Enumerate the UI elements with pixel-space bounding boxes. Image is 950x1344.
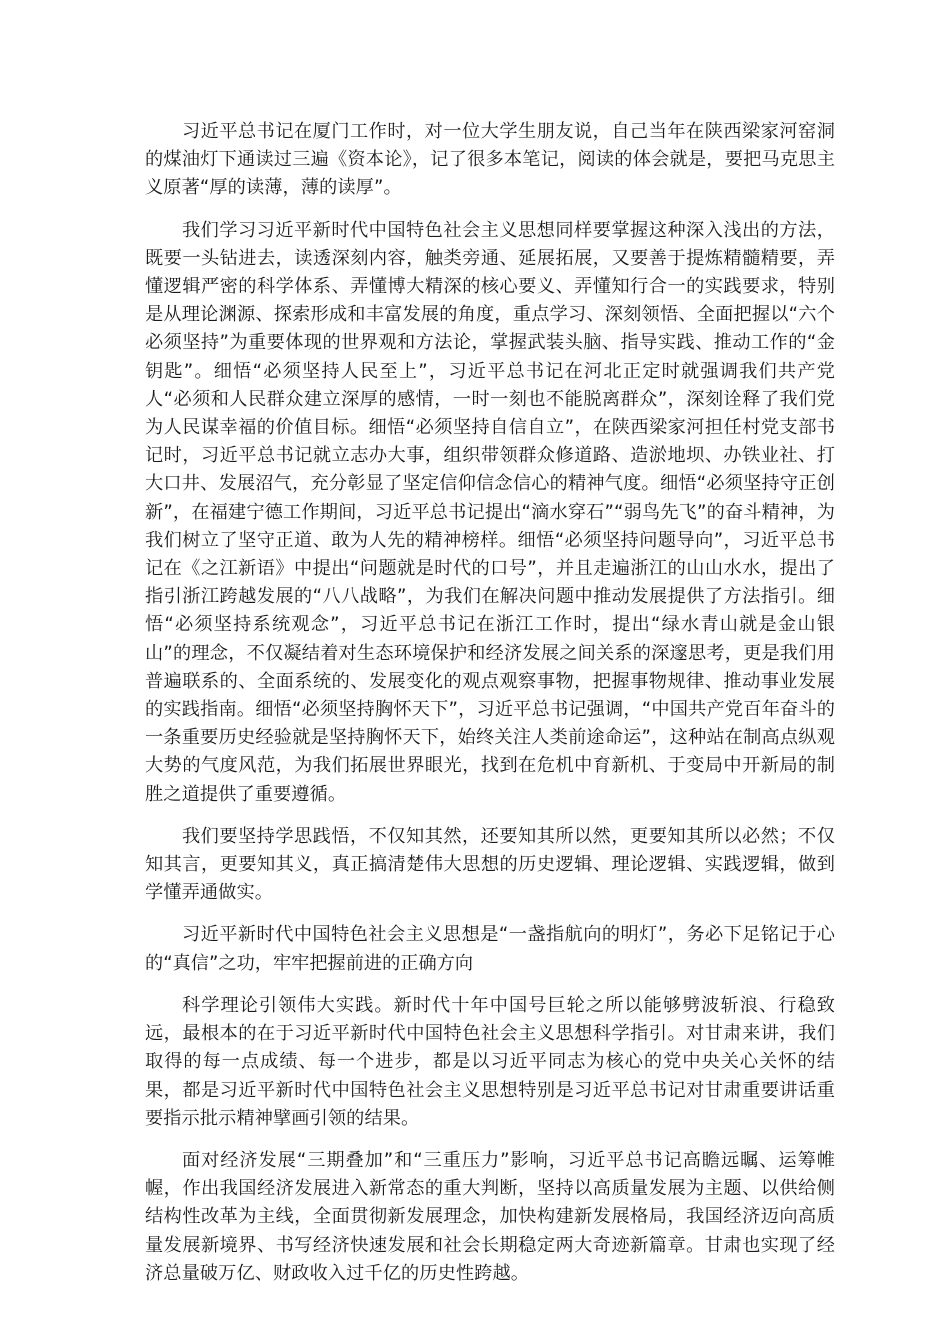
paragraph-5: 科学理论引领伟大实践。新时代十年中国号巨轮之所以能够劈波斩浪、行稳致远，最根本的在于习近平新时代中国特色社会主义思想科学指引。对甘肃来讲，我们取得的每一点成绩、每一个进步，都是以习近平同志为核心的党中央关心关怀的结果，都是习近平新时代中国特色社会主义思想特别是习近平总书记对甘肃重要讲话重要指示批示精神擘画引领的结果。: [145, 994, 835, 1129]
paragraph-1: 习近平总书记在厦门工作时，对一位大学生朋友说，自己当年在陕西梁家河窑洞的煤油灯下通读过三遍《资本论》，记了很多本笔记，阅读的体会就是，要把马克思主义原著“厚的读薄，薄的读厚”。: [145, 121, 835, 199]
paragraph-6: 面对经济发展“三期叠加”和“三重压力”影响，习近平总书记高瞻远瞩、运筹帷幄，作出我国经济发展进入新常态的重大判断，坚持以高质量发展为主题、以供给侧结构性改革为主线，全面贯彻新发展理念，加快构建新发展格局，我国经济迈向高质量发展新境界、书写经济快速发展和社会长期稳定两大奇迹新篇章。甘肃也实现了经济总量破万亿、财政收入过千亿的历史性跨越。: [145, 1149, 835, 1284]
paragraph-2: 我们学习习近平新时代中国特色社会主义思想同样要掌握这种深入浅出的方法，既要一头钻进去，读透深刻内容，触类旁通、延展拓展，又要善于提炼精髓精要，弄懂逻辑严密的科学体系、弄懂博大精深的核心要义、弄懂知行合一的实践要求，特别是从理论渊源、探索形成和丰富发展的角度，重点学习、深刻领悟、全面把握以“六个必须坚持”为重要体现的世界观和方法论，掌握武装头脑、指导实践、推动工作的“金钥匙”。细悟“必须坚持人民至上”，习近平总书记在河北正定时就强调我们共产党人“必须和人民群众建立深厚的感情，一时一刻也不能脱离群众”，深刻诠释了我们党为人民谋幸福的价值目标。细悟“必须坚持自信自立”，在陕西梁家河担任村党支部书记时，习近平总书记就立志办大事，组织带领群众修道路、造淤地坝、办铁业社、打大口井、发展沼气，充分彰显了坚定信仰信念信心的精神气度。细悟“必须坚持守正创新”，在福建宁德工作期间，习近平总书记提出“滴水穿石”“弱鸟先飞”的奋斗精神，为我们树立了坚守正道、敢为人先的精神榜样。细悟“必须坚持问题导向”，习近平总书记在《之江新语》中提出“问题就是时代的口号”，并且走遍浙江的山山水水，提出了指引浙江跨越发展的“八八战略”，为我们在解决问题中推动发展提供了方法指引。细悟“必须坚持系统观念”，习近平总书记在浙江工作时，提出“绿水青山就是金山银山”的理念，不仅凝结着对生态环境保护和经济发展之间关系的深邃思考，更是我们用普遍联系的、全面系统的、发展变化的观点观察事物，把握事物规律、推动事业发展的实践指南。细悟“必须坚持胸怀天下”，习近平总书记强调，“中国共产党百年奋斗的一条重要历史经验就是坚持胸怀天下，始终关注人类前途命运”，这种站在制高点纵观大势的气度风范，为我们拓展世界眼光，找到在危机中育新机、于变局中开新局的制胜之道提供了重要遵循。: [145, 219, 835, 805]
section-heading-paragraph: 习近平新时代中国特色社会主义思想是“一盏指航向的明灯”，务必下足铭记于心的“真信”之功，牢牢把握前进的正确方向: [145, 924, 835, 974]
paragraph-3: 我们要坚持学思践悟，不仅知其然，还要知其所以然，更要知其所以必然；不仅知其言，更要知其义，真正搞清楚伟大思想的历史逻辑、理论逻辑、实践逻辑，做到学懂弄通做实。: [145, 825, 835, 904]
document-page: [145, 118, 835, 1302]
